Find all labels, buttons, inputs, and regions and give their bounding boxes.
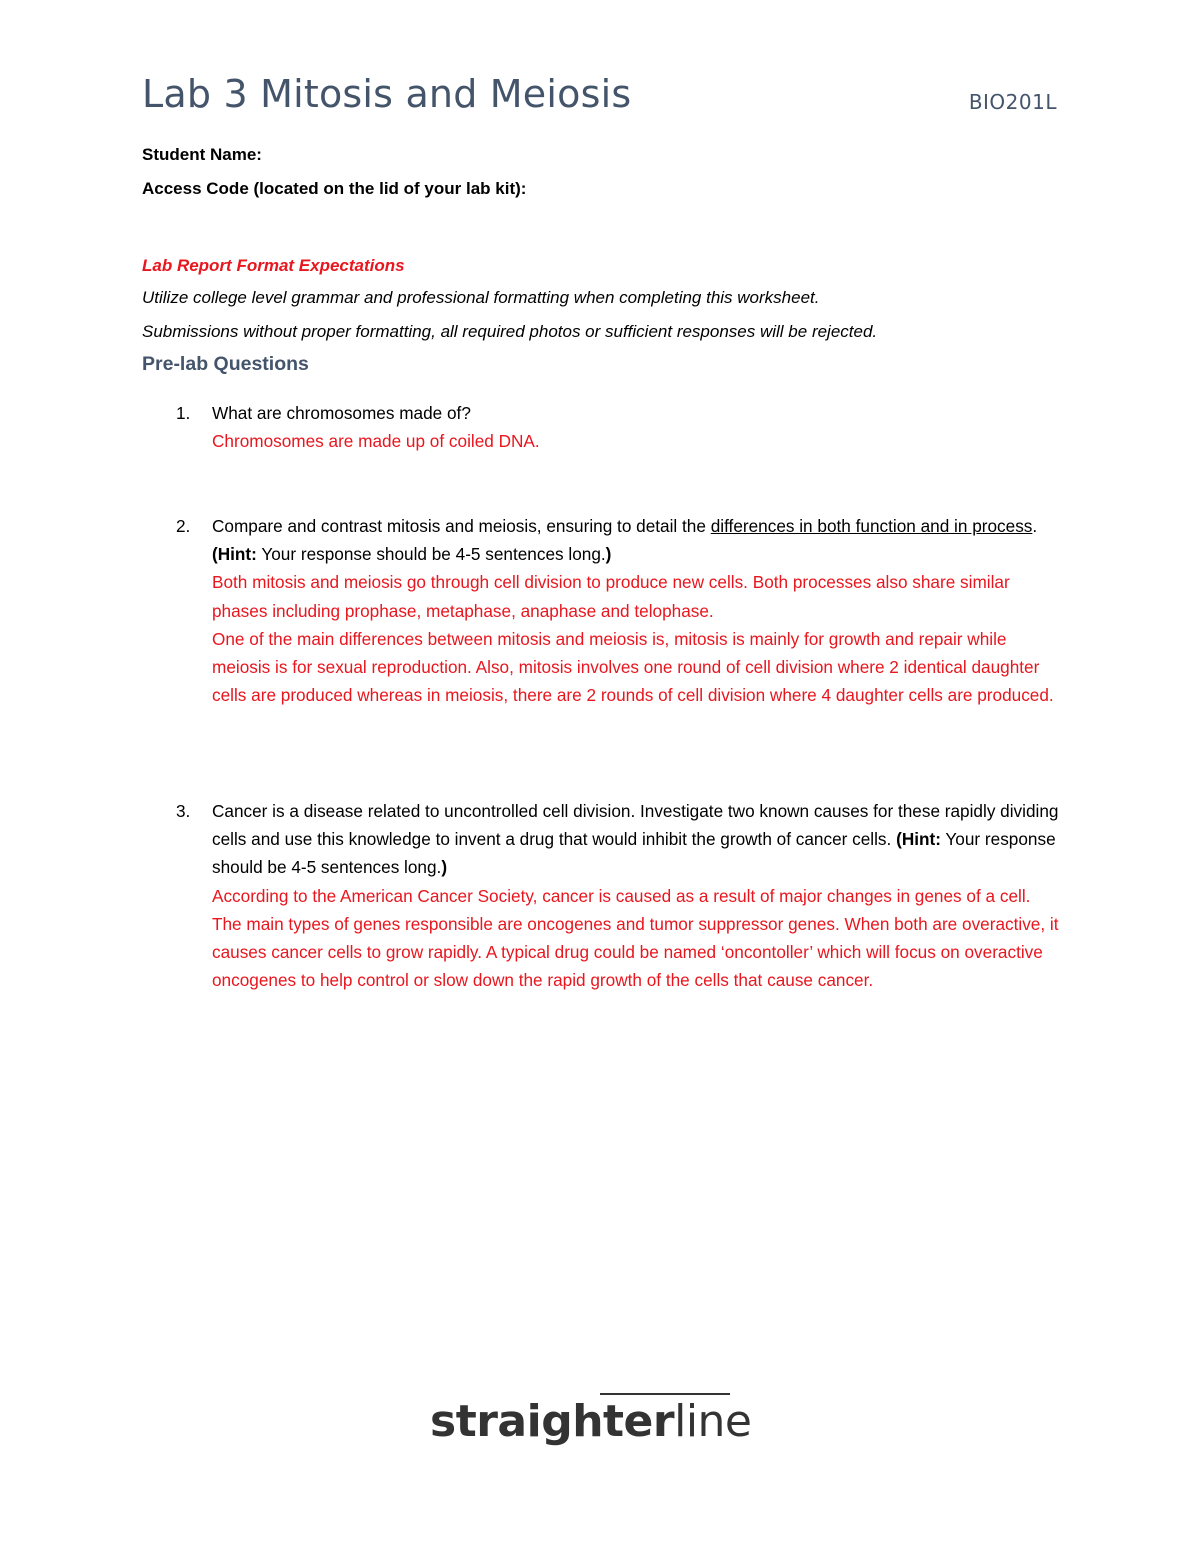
question-text-part: Compare and contrast mitosis and meiosis, ensuring to detail the (212, 516, 711, 536)
answer-paragraph-2: One of the main differences between mitosis and meiosis is, mitosis is mainly for growth and repair while meiosis is for sexual reproduction. Also, mitosis involves one round of cell division where 2 identical daughter cells are produced whereas in meiosis, there are 2 rounds of cell division where 4 daughter cells are produced. (212, 628, 1054, 706)
question-number: 1. (176, 403, 191, 423)
question-text: What are chromosomes made of? (212, 403, 471, 423)
student-name-label: Student Name: (142, 145, 262, 164)
question-2 (142, 512, 1062, 709)
course-code: BIO201L (968, 90, 1057, 114)
answer-text: According to the American Cancer Society, cancer is caused as a result of major changes in genes of a cell. The main types of genes responsible are oncogenes and tumor suppressor genes. When both are overactive, it causes cancer cells to grow rapidly. A typical drug could be named ‘oncontoller’ which will focus on overactive oncogenes to help control or slow down the rapid growth of the cells that cause cancer. (212, 885, 1059, 991)
answer-text: Chromosomes are made up of coiled DNA. (212, 431, 540, 452)
question-3 (142, 797, 1062, 994)
question-body (212, 399, 1062, 455)
question-number: 3. (176, 801, 191, 821)
hint-label: Hint: (901, 829, 941, 850)
question-body (212, 797, 1062, 994)
answer-paragraph-1: Both mitosis and meiosis go through cell division to produce new cells. Both processes also share similar phases including prophase, metaphase, anaphase and telophase. (212, 572, 1010, 621)
hint-label: Hint: (217, 544, 257, 565)
question-number: 2. (176, 516, 191, 536)
hint-text: Your response should be 4-5 sentences long. (212, 829, 1056, 878)
hint-paren-close: ) (605, 544, 612, 565)
question-text-part: Cancer is a disease related to uncontrolled cell division. Investigate two known causes for these rapidly dividing cells and use this knowledge to invent a drug that would inhibit the growth of cancer cells. (212, 801, 1059, 850)
format-expectations-heading: Lab Report Format Expectations (142, 256, 405, 275)
page-title: Lab 3 Mitosis and Meiosis (142, 72, 632, 116)
format-expectation-line-2: Submissions without proper formatting, all required photos or sufficient responses will be rejected. (142, 322, 878, 341)
underlined-text: differences in both function and in process (710, 516, 1033, 536)
question-text (212, 797, 1062, 882)
logo-bold-text: straighter (430, 1396, 675, 1447)
format-expectation-line-1: Utilize college level grammar and professional formatting when completing this worksheet. (142, 288, 820, 307)
straighterline-logo (430, 1390, 760, 1460)
logo-overline (600, 1393, 730, 1395)
prelab-heading: Pre-lab Questions (142, 353, 309, 375)
question-body (212, 512, 1062, 709)
hint-text: Your response should be 4-5 sentences long. (256, 544, 606, 565)
hint-paren-open: ( (896, 829, 902, 850)
question-text-part: . (1032, 516, 1038, 536)
access-code-label: Access Code (located on the lid of your lab kit): (142, 179, 527, 198)
logo-light-text: line (674, 1396, 752, 1447)
question-text (212, 512, 1062, 568)
hint-paren-close: ) (441, 857, 448, 878)
logo-wordmark (430, 1396, 752, 1447)
question-1 (142, 399, 1062, 455)
hint-paren-open: ( (212, 544, 218, 565)
